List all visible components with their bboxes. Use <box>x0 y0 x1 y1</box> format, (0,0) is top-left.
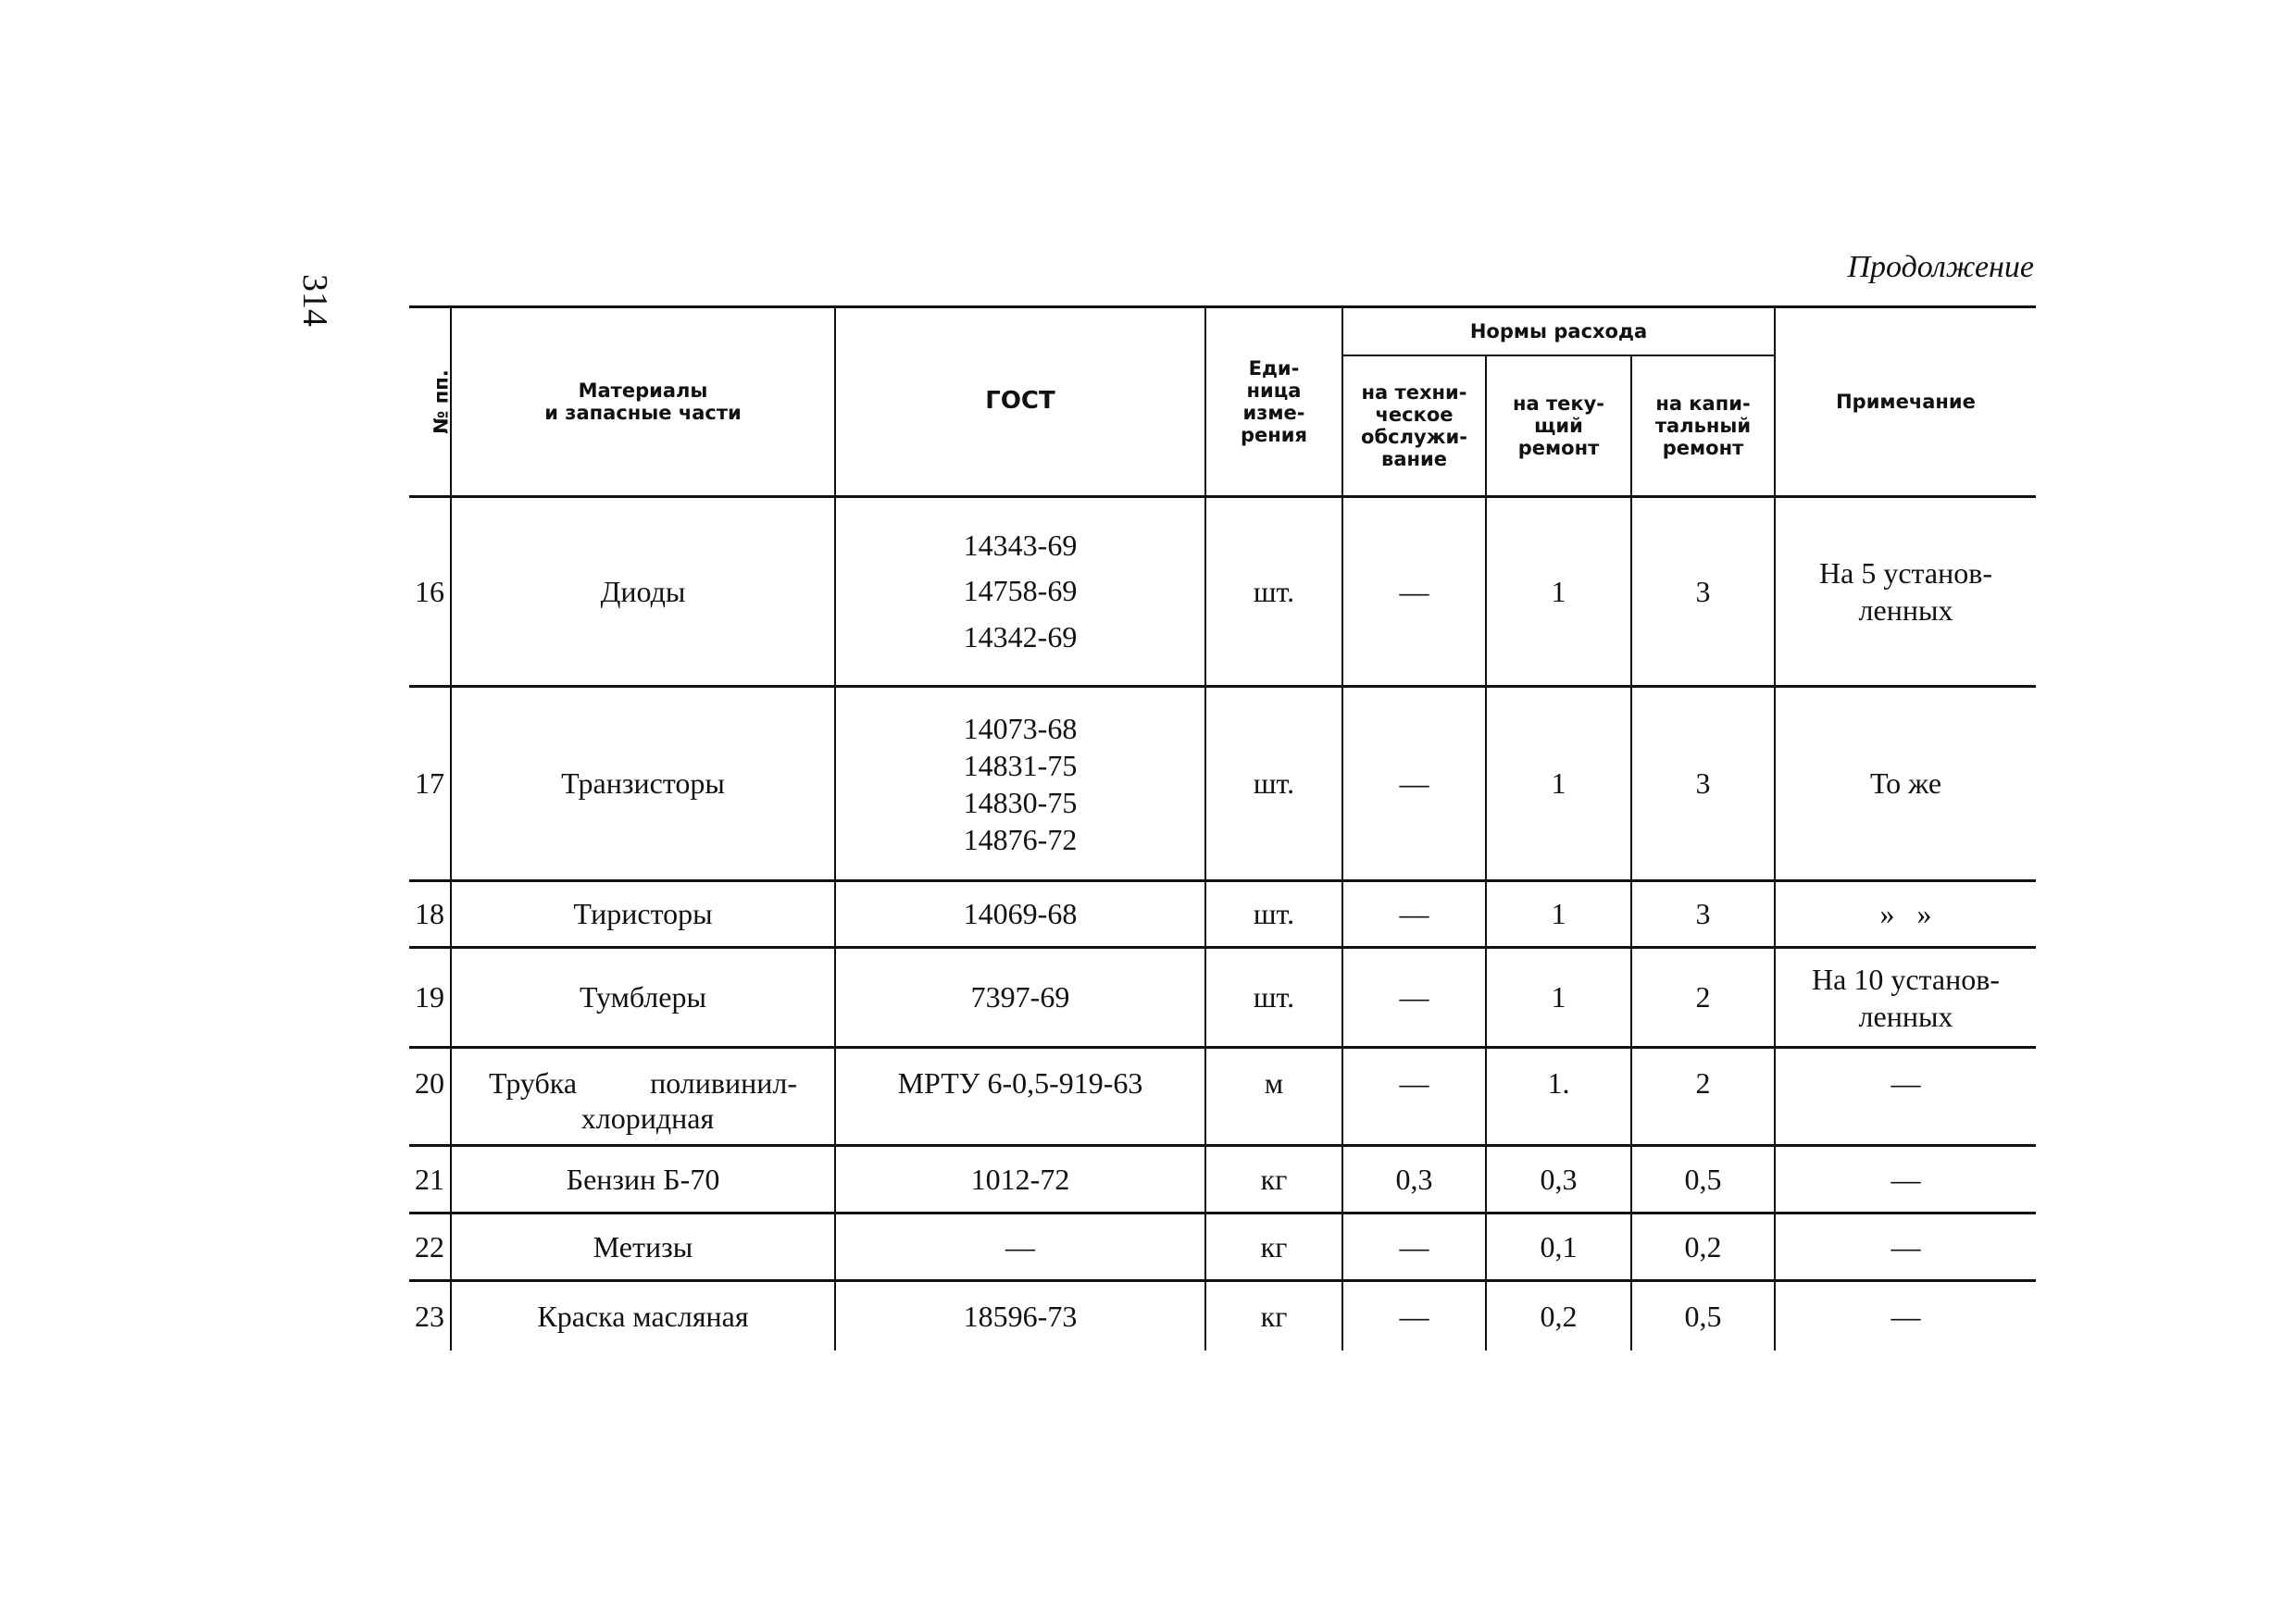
header-num: № пп. <box>409 307 451 497</box>
row-norm-tr: 1 <box>1486 497 1631 687</box>
table-row <box>409 881 2036 948</box>
row-gost: — <box>835 1214 1205 1281</box>
header-norms: Нормы расхода <box>1342 307 1775 356</box>
row-num: 18 <box>409 881 451 948</box>
row-name: Тиристоры <box>451 881 835 948</box>
row-num: 21 <box>409 1146 451 1214</box>
row-norm-kr: 2 <box>1631 1048 1775 1146</box>
continuation-label: Продолжение <box>1847 250 2034 284</box>
row-unit: кг <box>1205 1281 1342 1350</box>
table-row <box>409 1146 2036 1214</box>
table-row <box>409 1214 2036 1281</box>
row-unit: кг <box>1205 1214 1342 1281</box>
row-name: Диоды <box>451 497 835 687</box>
row-norm-tr: 1. <box>1486 1048 1631 1146</box>
row-norm-tr: 0,3 <box>1486 1146 1631 1214</box>
row-norm-to: — <box>1342 1281 1486 1350</box>
header-note: Примечание <box>1775 307 2036 497</box>
row-num: 17 <box>409 687 451 881</box>
row-unit: шт. <box>1205 881 1342 948</box>
row-norm-to: — <box>1342 687 1486 881</box>
row-norm-tr: 1 <box>1486 687 1631 881</box>
row-note: То же <box>1775 687 2036 881</box>
row-num: 22 <box>409 1214 451 1281</box>
row-norm-kr: 0,5 <box>1631 1281 1775 1350</box>
row-note: — <box>1775 1214 2036 1281</box>
row-norm-to: — <box>1342 881 1486 948</box>
row-norm-kr: 3 <box>1631 497 1775 687</box>
header-norm-kr: на капи- тальный ремонт <box>1631 355 1775 497</box>
table-row <box>409 1048 2036 1146</box>
row-unit: шт. <box>1205 497 1342 687</box>
page-number: 314 <box>295 274 334 327</box>
table-row <box>409 687 2036 881</box>
row-name: Краска масляная <box>451 1281 835 1350</box>
row-norm-kr: 0,5 <box>1631 1146 1775 1214</box>
row-norm-to: — <box>1342 1214 1486 1281</box>
row-unit: шт. <box>1205 948 1342 1048</box>
row-name: Транзисторы <box>451 687 835 881</box>
row-name: Метизы <box>451 1214 835 1281</box>
row-note: » » <box>1775 881 2036 948</box>
row-unit: шт. <box>1205 687 1342 881</box>
row-unit: м <box>1205 1048 1342 1146</box>
header-materials: Материалы и запасные части <box>451 307 835 497</box>
row-num: 23 <box>409 1281 451 1350</box>
row-norm-to: 0,3 <box>1342 1146 1486 1214</box>
row-norm-to: — <box>1342 1048 1486 1146</box>
row-unit: кг <box>1205 1146 1342 1214</box>
row-note: — <box>1775 1048 2036 1146</box>
row-norm-kr: 2 <box>1631 948 1775 1048</box>
row-gost: 14343-69 14758-69 14342-69 <box>835 497 1205 687</box>
row-norm-kr: 0,2 <box>1631 1214 1775 1281</box>
row-norm-tr: 1 <box>1486 881 1631 948</box>
row-gost: 14069-68 <box>835 881 1205 948</box>
row-num: 19 <box>409 948 451 1048</box>
header-unit: Еди- ница изме- рения <box>1205 307 1342 497</box>
row-note: — <box>1775 1146 2036 1214</box>
row-name: Бензин Б-70 <box>451 1146 835 1214</box>
row-norm-to: — <box>1342 497 1486 687</box>
row-norm-tr: 0,2 <box>1486 1281 1631 1350</box>
row-norm-to: — <box>1342 948 1486 1048</box>
row-note: — <box>1775 1281 2036 1350</box>
materials-table <box>409 305 2036 1350</box>
row-num: 20 <box>409 1048 451 1146</box>
row-gost: 7397-69 <box>835 948 1205 1048</box>
header-norm-tr: на теку- щий ремонт <box>1486 355 1631 497</box>
table-row <box>409 497 2036 687</box>
row-gost: 1012-72 <box>835 1146 1205 1214</box>
row-note: На 5 установ- ленных <box>1775 497 2036 687</box>
row-norm-kr: 3 <box>1631 881 1775 948</box>
table-row <box>409 948 2036 1048</box>
row-num: 16 <box>409 497 451 687</box>
row-name: Тумблеры <box>451 948 835 1048</box>
header-gost: ГОСТ <box>835 307 1205 497</box>
table-row <box>409 1281 2036 1350</box>
row-note: На 10 установ- ленных <box>1775 948 2036 1048</box>
row-name: Трубка поливинил- хлоридная <box>451 1048 835 1146</box>
header-norm-to: на техни- ческое обслужи- вание <box>1342 355 1486 497</box>
row-gost: МРТУ 6-0,5-919-63 <box>835 1048 1205 1146</box>
row-norm-kr: 3 <box>1631 687 1775 881</box>
row-gost: 14073-68 14831-75 14830-75 14876-72 <box>835 687 1205 881</box>
row-norm-tr: 1 <box>1486 948 1631 1048</box>
row-gost: 18596-73 <box>835 1281 1205 1350</box>
row-norm-tr: 0,1 <box>1486 1214 1631 1281</box>
